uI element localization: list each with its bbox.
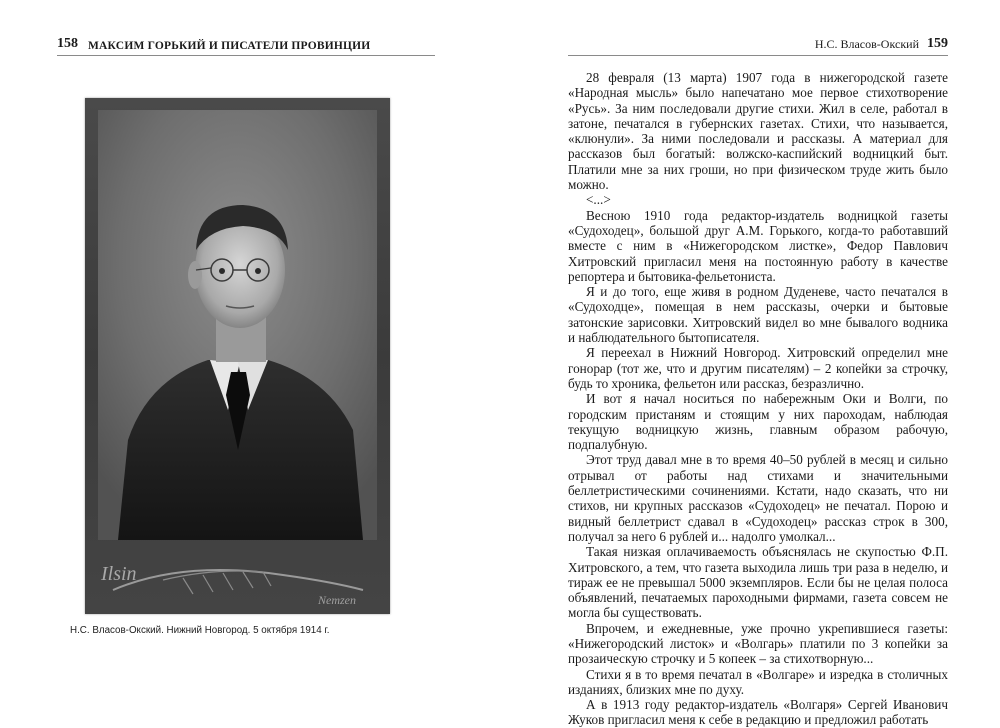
photo-signature-feather <box>93 550 382 608</box>
paragraph: И вот я начал носиться по набережным Оки и Волги, по городским пристаням и стоящим у них пароходам, наблюдая текущую водницкую жизнь, главным образом рабочую, подпалубную. <box>568 391 948 453</box>
paragraph: Впрочем, и ежедневные, уже прочно укрепившиеся газеты: «Нижегородский листок» и «Волгарь» платили по 3 копейки за прозаическую строчку и 5 копеек – за стихотворную... <box>568 620 948 667</box>
right-page-number: 159 <box>927 36 948 51</box>
left-page <box>0 0 500 709</box>
paragraph: А в 1913 году редактор-издатель «Волгаря» Сергей Иванович Жуков пригласил меня к себе в редакцию и предложил работать <box>568 697 948 728</box>
paragraph: Стихи я в то время печатал в «Волгаре» и изредка в столичных изданиях, близких мне по духу. <box>568 666 948 697</box>
left-running-header <box>57 32 435 56</box>
right-running-header <box>568 32 948 56</box>
photo-signature-text: Ilsin <box>101 563 137 585</box>
left-running-title: МАКСИМ ГОРЬКИЙ И ПИСАТЕЛИ ПРОВИНЦИИ <box>88 40 371 52</box>
photo-caption: Н.С. Власов-Окский. Нижний Новгород. 5 октября 1914 г. <box>70 625 330 636</box>
portrait-illustration <box>98 110 377 540</box>
body-text <box>568 70 948 728</box>
paragraph: Такая низкая оплачиваемость объяснялась не скупостью Ф.П. Хитровского, а тем, что газета выходила лишь три раза в неделю, и тираж ее не превышал 5000 экземпляров. Если бы не целая полоса объявлений, печатаемых пароходными фирмами, газета совсем не могла бы существовать. <box>568 544 948 621</box>
paragraph: Весною 1910 года редактор-издатель водницкой газеты «Судоходец», большой друг А.М. Горького, когда-то работавший вместе с ним в «Нижегородском листке», Федор Павлович Хитровский пригласил меня на постоянную работу в качестве репортера и бытовика-фельетониста. <box>568 207 948 284</box>
paragraph: Я переехал в Нижний Новгород. Хитровский определил мне гонорар (тот же, что и другим писателям) – 2 копейки за строчку, будь то хроника, фельетон или рассказ, безразлично. <box>568 345 948 391</box>
paragraph-ellipsis: <...> <box>586 192 611 208</box>
left-page-number: 158 <box>57 36 78 51</box>
portrait-photo-card <box>85 98 390 614</box>
paragraph: Я и до того, еще живя в родном Дуденеве, часто печатался в «Судоходце», помещая в нем рассказы, очерки и бытовые затонские зарисовки. Хитровский видел во мне бывалого водника и наблюдательного бытописателя. <box>568 284 948 346</box>
right-running-title: Н.С. Власов-Окский <box>814 37 919 51</box>
photo-studio-mark: Nemzen <box>318 593 356 607</box>
paragraph: 28 февраля (13 марта) 1907 года в нижегородской газете «Народная мысль» было напечатано мое первое стихотворение «Русь». За ним последовали другие стихи. Жил в селе, работал в затоне, печатался в губернских газетах. Стихи, что называется, «клюнули». За ними последовали и рассказы. А материал для рассказов был богатый: волжско-каспийский водницкий быт. Платили мне за них гроши, но при физическом труде жить было можно. <box>568 70 948 193</box>
paragraph: Этот труд давал мне в то время 40–50 рублей в месяц и сильно отрывал от работы над стихами и значительными беллетристическими сочинениями. Кстати, надо сказать, что ни стихов, ни крупных рассказов «Судоходец» не печатал. Порою и видный беллетрист сдавал в «Судоходец» рассказ строк в 300, получал за него 6 рублей и... надолго умолкал... <box>568 452 948 544</box>
portrait-photo <box>98 110 377 540</box>
